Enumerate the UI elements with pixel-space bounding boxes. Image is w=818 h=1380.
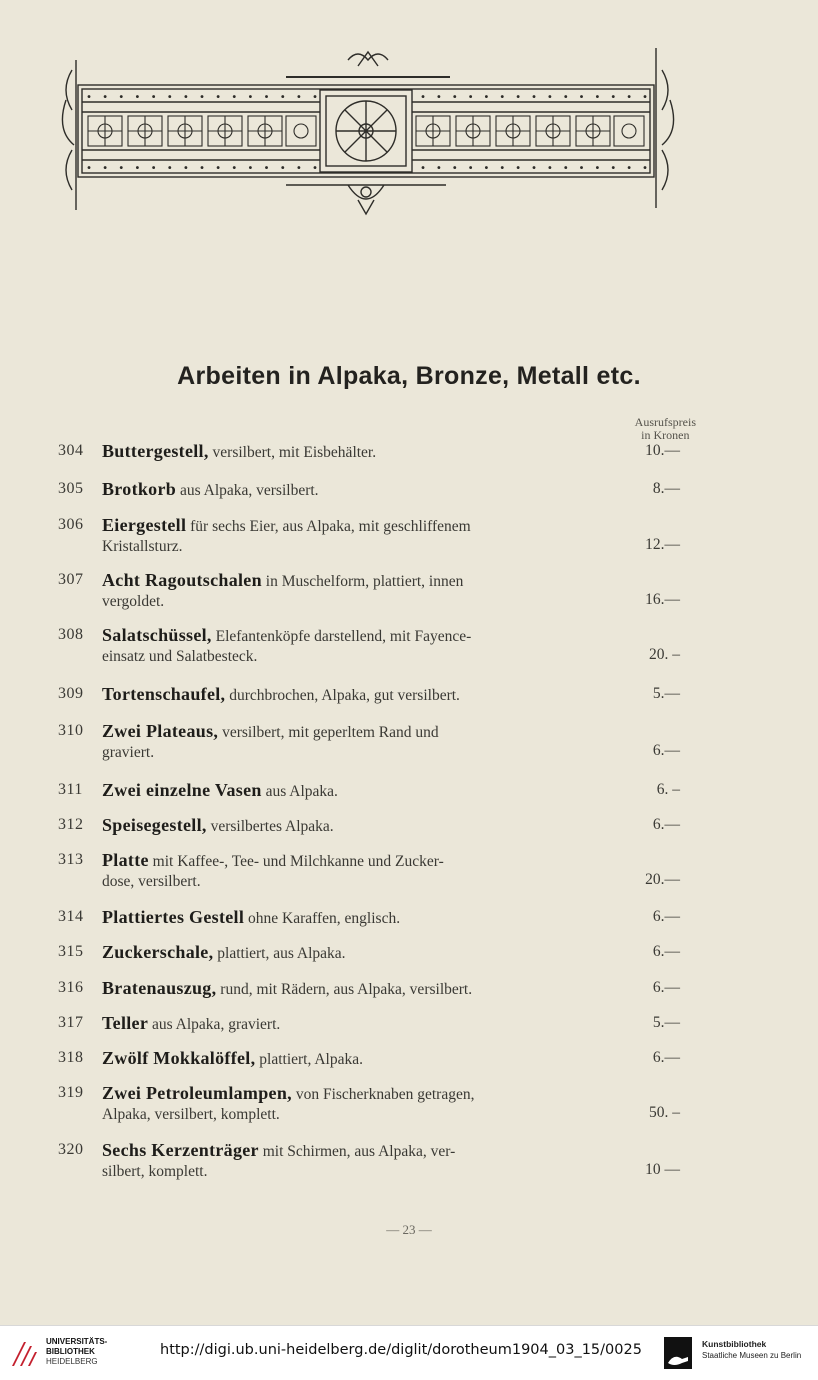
lot-price: 5.— <box>652 1014 680 1031</box>
svg-text:∙∙∙∙∙∙∙∙∙∙∙∙∙∙∙: ∙∙∙∙∙∙∙∙∙∙∙∙∙∙∙ <box>420 92 648 103</box>
lot-detail: mit Schirmen, aus Alpaka, ver- <box>258 1143 456 1160</box>
decorative-header-ornament <box>58 40 688 230</box>
lot-description <box>102 815 612 837</box>
lot-title: Salatschüssel, <box>102 625 212 645</box>
svg-text:∙∙∙∙∙∙∙∙∙∙∙∙∙∙∙: ∙∙∙∙∙∙∙∙∙∙∙∙∙∙∙ <box>420 163 648 174</box>
lot-number: 318 <box>58 1049 84 1066</box>
lot-detail: Elefantenköpfe darstellend, mit Fayence- <box>211 628 472 645</box>
lot-number: 315 <box>58 943 84 960</box>
lot-price: 6. – <box>656 781 680 798</box>
lot-price: 6.— <box>652 943 680 960</box>
lot-detail: plattiert, aus Alpaka. <box>213 945 346 962</box>
lot-detail-continued: graviert. <box>102 744 155 761</box>
lot-detail: durchbrochen, Alpaka, gut versilbert. <box>225 687 460 704</box>
lot-description <box>102 570 612 612</box>
kunstbibliothek-logo-icon <box>664 1337 692 1369</box>
lot-description <box>102 1013 612 1035</box>
lot-price: 5.— <box>652 685 680 702</box>
lot-price: 6.— <box>652 979 680 996</box>
page-number: — 23 — <box>386 1222 432 1237</box>
lot-title: Buttergestell, <box>102 441 209 461</box>
lot-detail: rund, mit Rädern, aus Alpaka, versilbert. <box>216 981 473 998</box>
lot-title: Zwölf Mokkalöffel, <box>102 1048 256 1068</box>
lot-detail: mit Kaffee-, Tee- und Milchkanne und Zucker- <box>148 853 444 870</box>
price-column-header: Ausrufspreis in Kronen <box>634 415 696 442</box>
svg-text:∙∙∙∙∙∙∙∙∙∙∙∙∙∙∙: ∙∙∙∙∙∙∙∙∙∙∙∙∙∙∙ <box>86 92 318 103</box>
lot-detail: aus Alpaka, graviert. <box>148 1016 281 1033</box>
lot-detail: versilbertes Alpaka. <box>206 818 334 835</box>
lot-number: 306 <box>58 516 84 533</box>
viewer-footer <box>0 1325 818 1380</box>
lot-number: 312 <box>58 816 84 833</box>
lot-title: Zwei Plateaus, <box>102 721 219 741</box>
lot-detail: aus Alpaka, versilbert. <box>176 482 319 499</box>
lot-price: 6.— <box>652 742 680 759</box>
lot-title: Brotkorb <box>102 479 177 499</box>
lot-detail: von Fischerknaben getragen, <box>291 1086 475 1103</box>
lot-description <box>102 515 612 557</box>
lot-price: 6.— <box>652 908 680 925</box>
lot-description <box>102 942 612 964</box>
lot-title: Acht Ragoutschalen <box>102 570 262 590</box>
lot-price: 10 — <box>645 1161 680 1178</box>
lot-price: 8.— <box>652 480 680 497</box>
lot-price: 20. – <box>649 646 680 663</box>
lot-detail: aus Alpaka. <box>261 783 338 800</box>
lot-description <box>102 721 612 763</box>
lot-detail: plattiert, Alpaka. <box>255 1051 363 1068</box>
lot-number: 311 <box>58 781 83 798</box>
lot-price: 50. – <box>649 1104 680 1121</box>
university-library-name: UNIVERSITÄTS- BIBLIOTHEK HEIDELBERG <box>46 1337 108 1366</box>
lot-number: 317 <box>58 1014 84 1031</box>
lot-description <box>102 907 612 929</box>
university-library-logo-icon <box>10 1338 40 1368</box>
lot-title: Zwei einzelne Vasen <box>102 780 262 800</box>
lot-price: 6.— <box>652 816 680 833</box>
lot-number: 305 <box>58 480 84 497</box>
lot-number: 309 <box>58 685 84 702</box>
lot-description <box>102 479 612 501</box>
lot-price: 20.— <box>645 871 680 888</box>
lot-number: 307 <box>58 571 84 588</box>
lot-detail: versilbert, mit geperltem Rand und <box>218 724 439 741</box>
lot-title: Zwei Petroleumlampen, <box>102 1083 292 1103</box>
partner-institution-name: Kunstbibliothek Staatliche Museen zu Berlin <box>702 1339 802 1360</box>
lot-price: 12.— <box>645 536 680 553</box>
lot-description <box>102 780 612 802</box>
lot-price: 10.— <box>645 442 680 459</box>
lot-detail-continued: Kristallsturz. <box>102 538 183 555</box>
lot-description <box>102 1140 612 1182</box>
lot-detail-continued: einsatz und Salatbesteck. <box>102 648 258 665</box>
lot-number: 310 <box>58 722 84 739</box>
lot-description <box>102 1048 612 1070</box>
lot-number: 308 <box>58 626 84 643</box>
lot-detail-continued: Alpaka, versilbert, komplett. <box>102 1106 280 1123</box>
lot-title: Tortenschaufel, <box>102 684 226 704</box>
lot-price: 6.— <box>652 1049 680 1066</box>
lot-detail: in Muschelform, plattiert, innen <box>261 573 464 590</box>
lot-description <box>102 1083 612 1125</box>
svg-text:∙∙∙∙∙∙∙∙∙∙∙∙∙∙∙: ∙∙∙∙∙∙∙∙∙∙∙∙∙∙∙ <box>86 163 318 174</box>
lot-number: 313 <box>58 851 84 868</box>
lot-description <box>102 684 612 706</box>
lot-number: 304 <box>58 442 84 459</box>
lot-title: Eiergestell <box>102 515 187 535</box>
lot-description <box>102 850 612 892</box>
lot-title: Sechs Kerzenträger <box>102 1140 259 1160</box>
page-title: Arbeiten in Alpaka, Bronze, Metall etc. <box>177 362 641 390</box>
lot-description <box>102 625 612 667</box>
lot-title: Platte <box>102 850 149 870</box>
lot-number: 316 <box>58 979 84 996</box>
lot-title: Teller <box>102 1013 149 1033</box>
lot-title: Plattiertes Gestell <box>102 907 245 927</box>
lot-detail: für sechs Eier, aus Alpaka, mit geschliffenem <box>186 518 471 535</box>
lot-detail: ohne Karaffen, englisch. <box>244 910 401 927</box>
lot-title: Bratenauszug, <box>102 978 217 998</box>
lot-number: 319 <box>58 1084 84 1101</box>
lot-title: Speisegestell, <box>102 815 207 835</box>
lot-title: Zuckerschale, <box>102 942 214 962</box>
lot-number: 320 <box>58 1141 84 1158</box>
lot-detail-continued: dose, versilbert. <box>102 873 201 890</box>
lot-description <box>102 441 612 463</box>
lot-price: 16.— <box>645 591 680 608</box>
permalink-url[interactable]: http://digi.ub.uni-heidelberg.de/diglit/dorotheum1904_03_15/0025 <box>160 1342 642 1358</box>
lot-detail: versilbert, mit Eisbehälter. <box>208 444 377 461</box>
lot-description <box>102 978 612 1000</box>
lot-detail-continued: vergoldet. <box>102 593 165 610</box>
lot-number: 314 <box>58 908 84 925</box>
lot-detail-continued: silbert, komplett. <box>102 1163 208 1180</box>
